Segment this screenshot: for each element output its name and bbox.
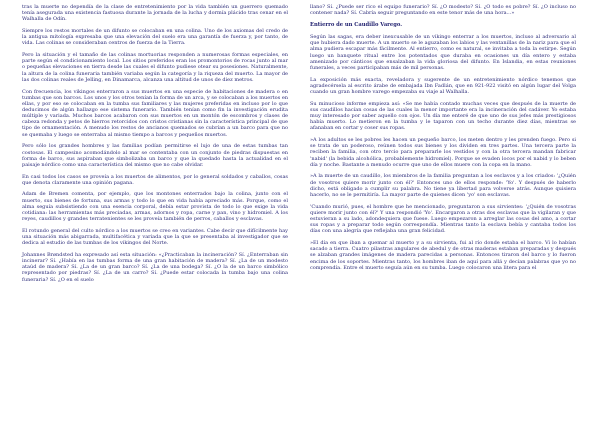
paragraph: Su minucioso informe empieza así: «Se me había contado muchas veces que después de la muerte de sus caudillos hacían cosas de las cuales la menor importante era la incineración del cadáver. Yo estaba muy interesado por saber aquello con ojos. Un día me enteré de que uno de sus jefes más prestigiosos había muerto. Lo metieron en la tumba y le taparon con un techo durante diez días, mientras se afanaban en cortar y coser sus ropas. (310, 100, 576, 132)
paragraph: La exposición más exacta, reveladora y sugerente de un entretenimiento nórdico tenemos que agradecérsela al escrito árabe de embajada Ibn Fadlán, que en 921-922 visitó en algún lugar del Volga cuando un gran hombre varego empezaba su viaje al Walhalla. (310, 76, 576, 95)
paragraph: El rotundo general del culto nórdico a los muertos se creo en variantes. Cabe decir que difícilmente hay una situación más abigarrada, multifacética y variada que la que se presentaba al investigador que se dedica al estudio de las tumbas de los vikingos del Norte. (22, 227, 288, 247)
paragraph: Adam de Bremen comenta, por ejemplo, que los montones enterrados bajo la colina, junto con el muerto, sus bienes de fortuna, sus armas y todo lo que en vida había apreciado más. Porque, como el alma seguía subsistiendo con una esencia corporal, debía estar provista de todo lo que exige la vida cotidiana: las herramientas más preciadas, armas, adornos y ropa, carne y pan, vino y hidromiel. A los reyes, caudillos y grandes terratenientes se les proveía también de perros, caballos y esclavas. (22, 191, 288, 223)
right-column (310, 4, 576, 424)
paragraph: »A la muerte de un caudillo, los miembros de la familia preguntan a los esclavos y a los criados: '¿Quién de vosotros quiere morir junto con él?' Entonces uno de ellos responde: 'Yo'. Y después de haberlo dicho, está obligado a cumplir su palabra. No tiene ya libertad para volverse atrás. Aunque quisiera hacerlo, no se le permitiría. La mayor parte de quienes dicen 'yo' son esclavas. (310, 173, 576, 198)
paragraph: tras la muerte no dependía de la clase de entretenimiento por la vida también un guerrero quemado tenía asegurada una existencia fastuosa durante la jornada de la lucha y dormía plácido tras cenar en el Walhalla de Odín. (22, 4, 288, 23)
paragraph: En casi todos los casos se proveía a los muertos de alimentos, por lo general soldados y caballos, cosas que denota claramente una opinión pagana. (22, 173, 288, 186)
paragraph: Johannes Brøndsted ha expresado así esta situación: «¿Practicaban la incineración? Sí. ¿Enterraban sin incinerar? Sí. ¿Había en las tumbas forma de una gran habitación de madera? Sí. ¿La de un modesto ataúd de madera? Sí. ¿La de un gran barco? Sí. ¿La de una bodega? Sí. ¿O la de un barco simbólico representado por piedras? Sí. ¿La de un carro? Sí. ¿Puede estar colocada la tumba bajo una colina funeraria? Sí. ¿O en el suelo (22, 251, 288, 283)
paragraph: Siempre los restos mortales de un difunto se colocaban en una colina. Uno de los axiomas del credo de la antigua mitología expresaba que una elevación del suelo era una garantía de fuerza y, por tanto, de vida. Las colinas se consideraban centros de fuerza de la Tierra. (22, 28, 288, 47)
paragraph: Según las sagas, era deber inexcusable de un vikingo enterrar a los muertos, incluso al adversario al que hubiera dado muerte. A un muerto se le aguzaban los labios y las ventanillas de la nariz para que el alma pudiera escapar más fácilmente. Al entierro, como es natural, se invitaba a toda la estirpe. Según luego un banquete ritual entre los potentados que duraba en ocasiones un día entero y estaba amenizado por cánticos que ensalzaban la vida gloriosa del difunto. En Islandia, en estas reuniones funerales, a veces participaban más de mil personas. (310, 34, 576, 71)
section-heading: Entierro de un Caudillo Varego. (310, 21, 403, 28)
paragraph: »A los adultos se les pobres les hacen un pequeño barco, los meten dentro y les prenden fuego. Pero si se trata de un poderoso, reúnen todos sus bienes y los dividen en tres partes. Una tercera parte la reciben la familia, con otro tercio para prepararle los vestidos y con la otra tercera mandan fabricar 'nabid' (la bebida alcohólica, probablemente hidromiel). Porque se evaden locos por el nabid y lo beben día y noche. Bastante a menudo ocurre que uno de ellos muere con la copa en la mano. (310, 137, 576, 168)
paragraph: Pero la situación y el tamaño de las colinas mortuorias responden a numerosas formas especiales, en parte según el condicionamiento local. Los sitios preferidos eran los promontorios de rocas junto al mar o pequeñas elevaciones en tierra desde las cuales el difunto pudiese otear su posesiones. Naturalmente, la altura de la colina funeraria también variaba según la categoría y la riqueza del muerto. La mayor de las dos colinas reales de Jelling, en Dinamarca, alcanza una altitud de unos de diez metros. (22, 52, 288, 83)
left-column (22, 4, 288, 424)
paragraph: Pero sólo los grandes hombres y las familias podían permitirse el lujo de una de estas tumbas tan costosas. El campesino acomodándolo al mar se contentaba con un conjunto de piedras dispuestas en forma de barco, sus aspiraban que simbolizaba un barco y que la quedado hasta la actualidad en el paisaje nórdico como una característica del mismo que no cabe olvidar. (22, 143, 288, 168)
paragraph: »El día en que iban a quemar al muerto y a su sirvienta, fui al río donde estaba el barco. Vi lo habían sacado a tierra. Cuatro pilastras angulares de abedul y de otras maderas estaban preparadas y después se alzaban grandes imágenes de madera parecidas a personas. Entonces tiraron del barco y lo fueron encima de los soportes. Mientras tanto, los hombres iban de aquí para allá y decían palabras que yo no comprendía. Entre el muerto seguía aún en su tumba. Luego colocaron una litera para el (310, 240, 576, 271)
paragraph: 'Cuando murió, pues, el hombre que he mencionado, preguntaron a sus sirvientes: '¿Quién de vosotras quiere morir junto con él?' Y una respondió 'Yo'. Encargaron a otras dos esclavas que la vigilaran y que estuvieran a su lado, adondequiera que fuese. Luego empezaron a arreglar las cosas del amo, a cortar sus ropas y a preparar todo según correspondía. Mientras tanto la esclava bebía y cantaba todos los días con una alegría que reflejaba una gran felicidad. (310, 203, 576, 235)
paragraph: Con frecuencia, los vikingos enterraron a sus muertos en una especie de habitaciones de madera o en tumbas que son barcos. Los unos y los otros tenían la forma de un arca, y se colocaban a los muertos en ellas, y por eso se colocaban en la tumba sus familiares y las mujeres preferidas en incluso por lo que deducimos de algún hallazgo ese sistema funerario. También tenían como fin la investigación erudita múltiple y variada. Muchos barcos acabaron con sus muertos en un montón de escombros y clases de cabeza redonda y petos de hierros retorcidos con cristos cristianas sin la característica principal de que tipo de ornamentación. A menudo los restos de ancianos quemados se cubrían a un barco para que no se quemaba y luego se enterraba al mismo tiempo a barcos y pequeños muertos. (22, 88, 288, 138)
paragraph: llano? Sí. ¿Puede ser rico el equipo funerario? Sí. ¿O modesto? Sí. ¿O todo es pobre? Sí. ¿O incluso no contener nada? Sí. Cabría seguir preguntando en este tenor más de una hora...» (310, 4, 576, 17)
